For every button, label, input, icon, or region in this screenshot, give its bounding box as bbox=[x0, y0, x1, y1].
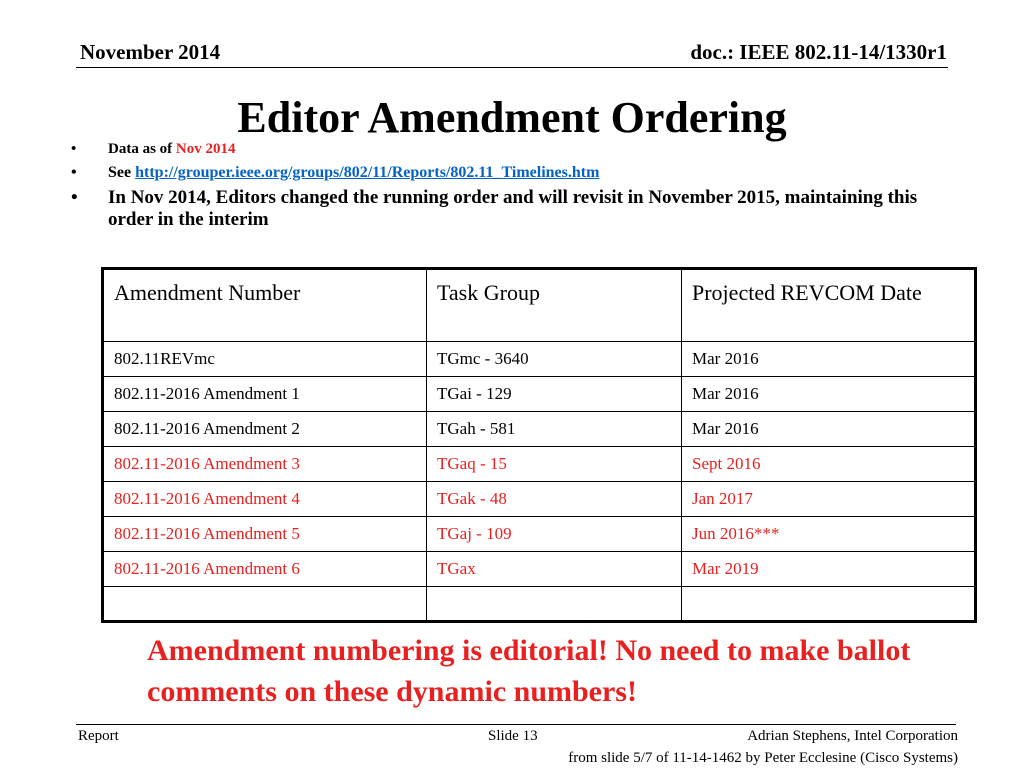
footer-slide-number: Slide 13 bbox=[488, 728, 538, 744]
table-cell: Jan 2017 bbox=[682, 482, 976, 517]
table-cell: TGak - 48 bbox=[427, 482, 682, 517]
footer-divider bbox=[76, 724, 956, 725]
slide-title: Editor Amendment Ordering bbox=[237, 93, 787, 142]
table-cell: 802.11-2016 Amendment 2 bbox=[103, 412, 427, 447]
editorial-note: Amendment numbering is editorial! No need to make ballot comments on these dynamic numbers! bbox=[147, 634, 911, 708]
column-header: Task Group bbox=[427, 269, 682, 342]
bullet-text: Data as of bbox=[108, 141, 176, 157]
table-cell: Jun 2016*** bbox=[682, 517, 976, 552]
table-cell: 802.11REVmc bbox=[103, 342, 427, 377]
table-cell: TGax bbox=[427, 552, 682, 587]
footer-report-label: Report bbox=[78, 728, 119, 744]
header-divider bbox=[76, 67, 948, 68]
table-cell bbox=[682, 587, 976, 622]
amendment-table bbox=[101, 267, 977, 623]
bullet-text: See bbox=[108, 164, 136, 181]
table-cell: TGaj - 109 bbox=[427, 517, 682, 552]
table-row-empty bbox=[103, 587, 976, 622]
table-cell: Mar 2019 bbox=[682, 552, 976, 587]
table-cell: 802.11-2016 Amendment 6 bbox=[103, 552, 427, 587]
column-header: Amendment Number bbox=[103, 269, 427, 342]
table-cell: Mar 2016 bbox=[682, 342, 976, 377]
table-cell bbox=[103, 587, 427, 622]
table-row bbox=[103, 377, 976, 412]
bullet-list bbox=[71, 141, 951, 231]
timelines-link[interactable]: http://grouper.ieee.org/groups/802/11/Reports/802.11_Timelines.htm bbox=[135, 164, 600, 181]
table-cell: Mar 2016 bbox=[682, 412, 976, 447]
table-cell: TGah - 581 bbox=[427, 412, 682, 447]
table-cell: TGai - 129 bbox=[427, 377, 682, 412]
header-date: November 2014 bbox=[80, 40, 221, 64]
table-cell: 802.11-2016 Amendment 5 bbox=[103, 517, 427, 552]
table-row bbox=[103, 482, 976, 517]
table-cell: 802.11-2016 Amendment 3 bbox=[103, 447, 427, 482]
footer-author: Adrian Stephens, Intel Corporation bbox=[747, 728, 958, 744]
bullet-see-link bbox=[71, 164, 951, 182]
footer-source: from slide 5/7 of 11-14-1462 by Peter Ecclesine (Cisco Systems) bbox=[568, 750, 958, 766]
column-header: Projected REVCOM Date bbox=[682, 269, 976, 342]
table-cell: 802.11-2016 Amendment 4 bbox=[103, 482, 427, 517]
bullet-running-order bbox=[71, 187, 951, 231]
table-cell: 802.11-2016 Amendment 1 bbox=[103, 377, 427, 412]
table-row bbox=[103, 517, 976, 552]
table-cell: TGmc - 3640 bbox=[427, 342, 682, 377]
header-doc-id: doc.: IEEE 802.11-14/1330r1 bbox=[690, 40, 947, 64]
table-row bbox=[103, 342, 976, 377]
bullet-icon: • bbox=[71, 187, 78, 208]
bullet-text: In Nov 2014, Editors changed the running order and will revisit in November 2015, maintaining this order in the interim bbox=[108, 187, 918, 230]
table-row bbox=[103, 552, 976, 587]
bullet-highlight: Nov 2014 bbox=[175, 141, 236, 157]
bullet-icon: • bbox=[71, 141, 77, 157]
table-cell: Sept 2016 bbox=[682, 447, 976, 482]
table-row bbox=[103, 412, 976, 447]
table-cell: Mar 2016 bbox=[682, 377, 976, 412]
table-header-row bbox=[103, 269, 976, 342]
bullet-icon: • bbox=[71, 164, 77, 181]
table-cell: TGaq - 15 bbox=[427, 447, 682, 482]
bullet-data-as-of bbox=[71, 141, 951, 158]
table-row bbox=[103, 447, 976, 482]
table-cell bbox=[427, 587, 682, 622]
